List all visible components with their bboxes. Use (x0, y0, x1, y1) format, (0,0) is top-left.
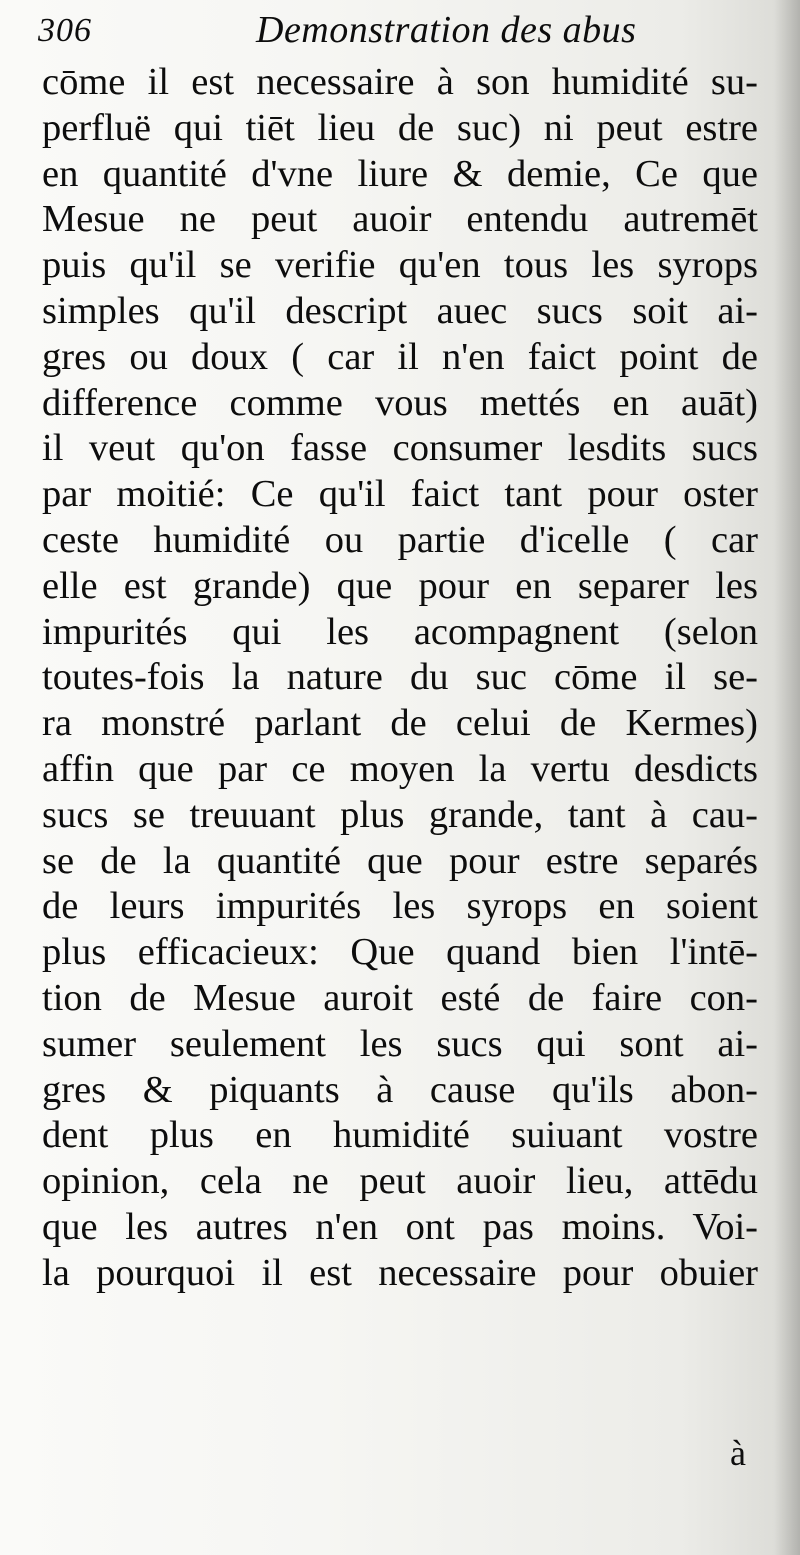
text-line: toutes-fois la nature du suc cōme il se- (42, 656, 758, 699)
text-line: Mesue ne peut auoir entendu autremēt (42, 198, 758, 241)
text-line: opinion, cela ne peut auoir lieu, attēdu (42, 1160, 758, 1203)
text-line: gres & piquants à cause qu'ils abon- (42, 1068, 758, 1111)
text-line: il veut qu'on fasse consumer lesdits sucs (42, 427, 758, 470)
text-line: cōme il est necessaire à son humidité su- (42, 61, 758, 103)
catchword: à (730, 1433, 746, 1473)
text-line: puis qu'il se verifie qu'en tous les syrops (42, 244, 758, 287)
text-line: de leurs impurités les syrops en soient (42, 885, 758, 928)
text-line: dent plus en humidité suiuant vostre (42, 1114, 758, 1157)
text-line: en quantité d'vne liure & demie, Ce que (42, 152, 758, 195)
text-line: sumer seulement les sucs qui sont ai- (42, 1022, 758, 1065)
text-line: difference comme vous mettés en auāt) (42, 381, 758, 424)
text-line: la pourquoi il est necessaire pour obuier (42, 1251, 758, 1294)
text-line: gres ou doux ( car il n'en faict point de (42, 335, 758, 378)
text-line: se de la quantité que pour estre separés (42, 839, 758, 882)
page-header (38, 6, 768, 54)
text-line: impurités qui les acompagnent (selon (42, 610, 758, 653)
text-line: perfluë qui tiēt lieu de suc) ni peut estre (42, 106, 758, 149)
text-line: plus efficacieux: Que quand bien l'intē- (42, 931, 758, 974)
text-line: que les autres n'en ont pas moins. Voi- (42, 1205, 758, 1248)
text-line: elle est grande) que pour en separer les (42, 564, 758, 607)
running-head: Demonstration des abus (256, 9, 637, 51)
body-text (42, 60, 758, 1297)
text-line: affin que par ce moyen la vertu desdicts (42, 747, 758, 790)
text-line: tion de Mesue auroit esté de faire con- (42, 976, 758, 1019)
text-line: par moitié: Ce qu'il faict tant pour oster (42, 473, 758, 516)
text-line: sucs se treuuant plus grande, tant à cau- (42, 793, 758, 836)
text-line: simples qu'il descript auec sucs soit ai- (42, 289, 758, 332)
text-line: ceste humidité ou partie d'icelle ( car (42, 518, 758, 561)
page-number: 306 (38, 12, 92, 49)
text-line: ra monstré parlant de celui de Kermes) (42, 702, 758, 745)
